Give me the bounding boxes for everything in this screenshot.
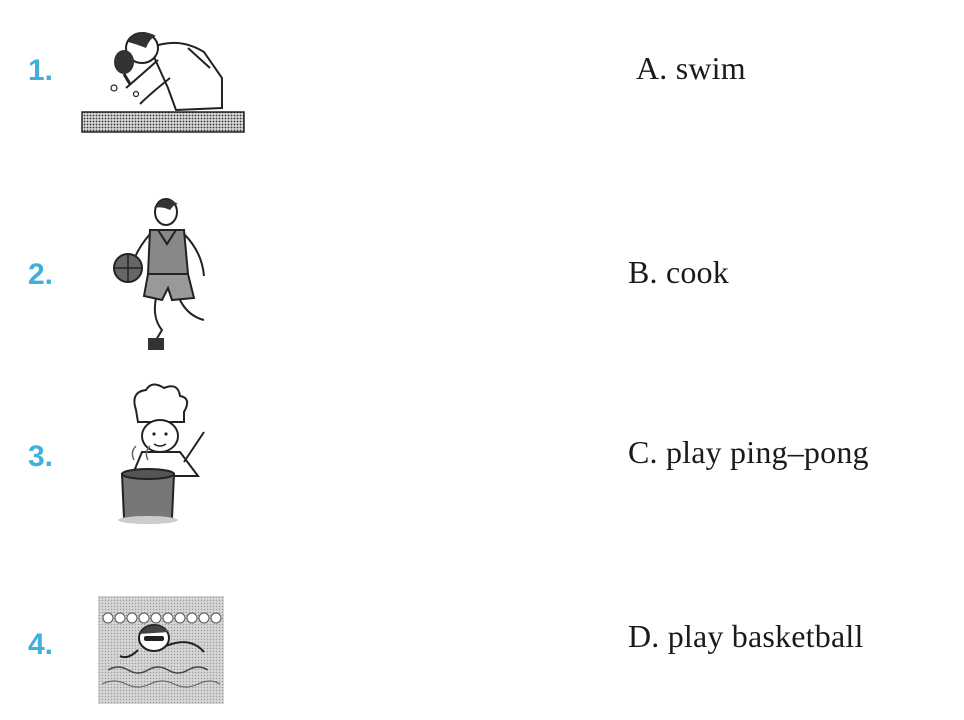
item-number-3: 3. (28, 440, 54, 473)
basketball-player-icon (108, 190, 226, 356)
swimmer-icon (98, 596, 224, 704)
item-number-4: 4. (28, 628, 54, 661)
item-number-2: 2. (28, 258, 54, 291)
option-b: B. cook (628, 254, 729, 290)
option-c: C. play ping–pong (628, 434, 869, 470)
item-number-1: 1. (28, 54, 54, 87)
chef-cooking-icon (108, 380, 218, 526)
option-d: D. play basketball (628, 618, 864, 654)
ping-pong-player-icon (80, 18, 248, 136)
option-a: A. swim (636, 50, 746, 86)
